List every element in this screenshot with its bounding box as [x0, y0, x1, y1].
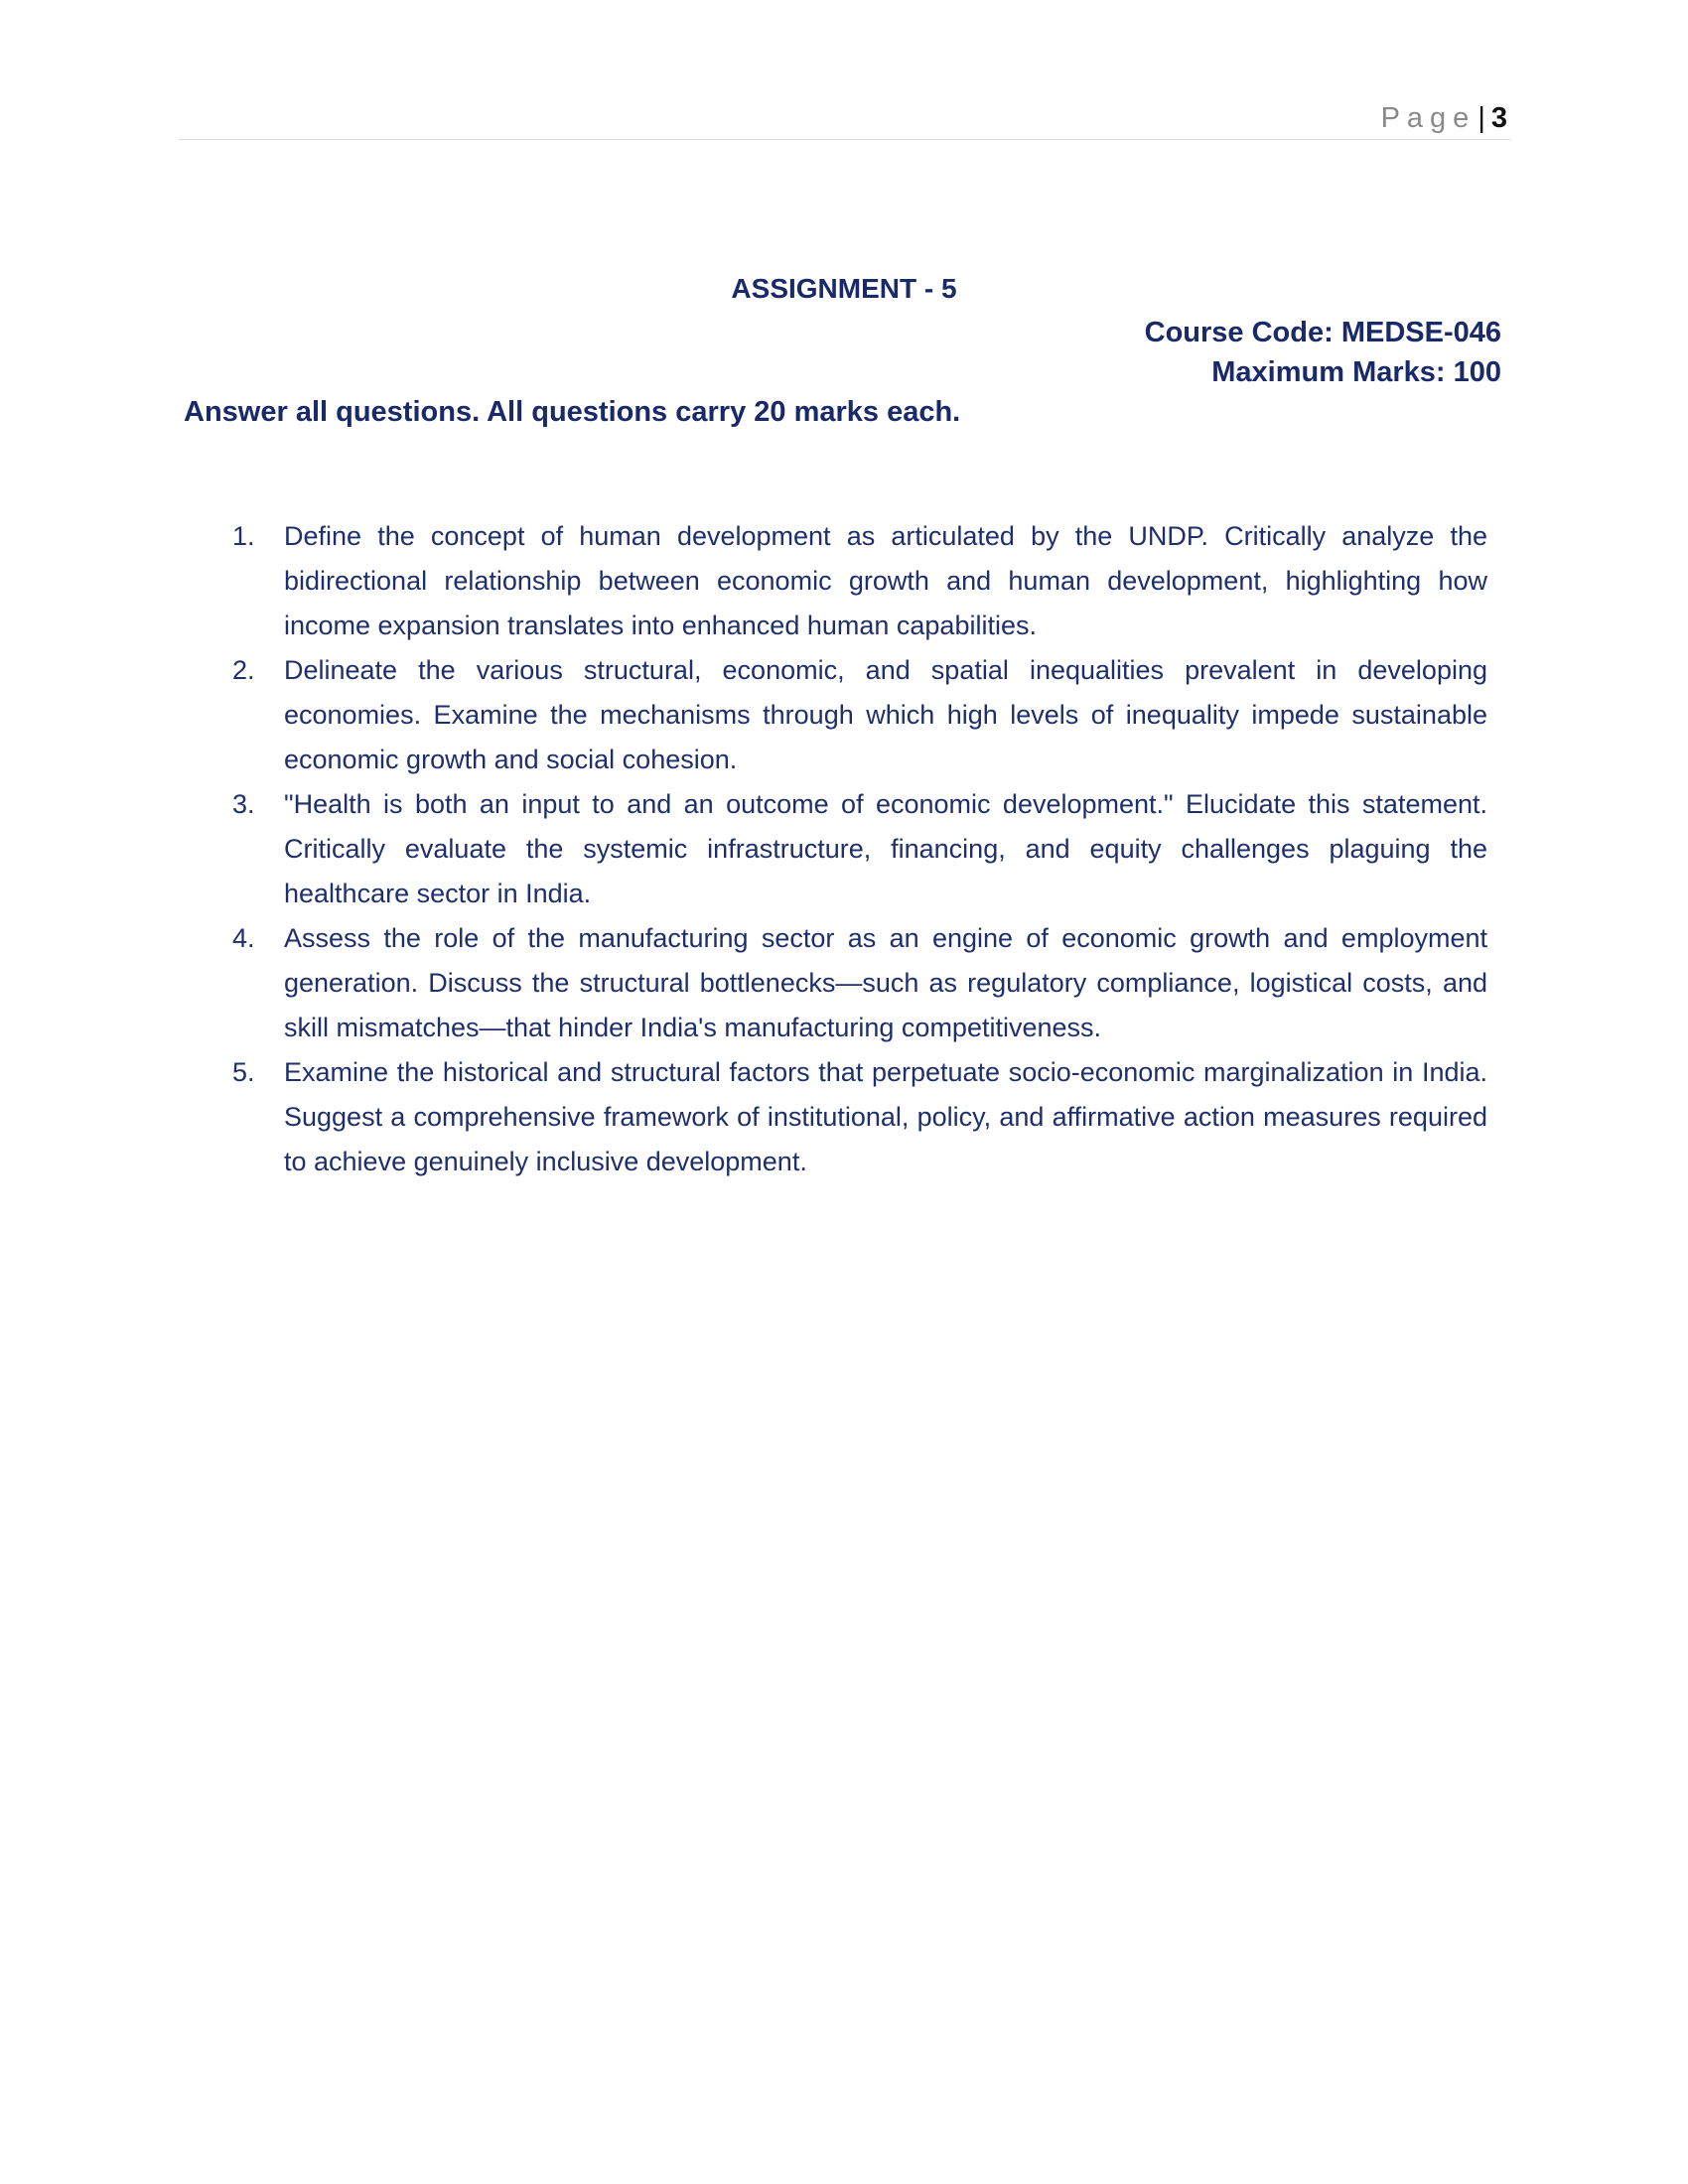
- question-text: Assess the role of the manufacturing sector as an engine of economic growth and employment generation. Discuss the structural bottlenecks—such as regulatory compliance, logistical costs, and skill mismatches—that hinder India's manufacturing competitiveness.: [284, 923, 1487, 1042]
- question-item: [228, 1050, 1487, 1184]
- question-number: 5.: [232, 1057, 255, 1087]
- question-item: [228, 782, 1487, 916]
- maximum-marks: Maximum Marks: 100: [1211, 356, 1501, 388]
- question-list: [228, 514, 1487, 1184]
- question-text: Delineate the various structural, economic, and spatial inequalities prevalent in developing economies. Examine the mechanisms through which high levels of inequality impede sustainable economic growth and social cohesion.: [284, 655, 1487, 774]
- page-number: [1381, 102, 1507, 134]
- page-label: Page: [1380, 102, 1477, 134]
- instructions: Answer all questions. All questions carry 20 marks each.: [184, 396, 961, 428]
- question-text: "Health is both an input to and an outcome of economic development." Elucidate this statement. Critically evaluate the systemic infrastructure, financing, and equity challenges plaguing the healthcare sector in India.: [284, 789, 1487, 908]
- question-number: 4.: [232, 923, 255, 953]
- question-item: [228, 916, 1487, 1050]
- question-item: [228, 514, 1487, 648]
- page-separator: |: [1477, 102, 1485, 134]
- question-number: 3.: [232, 789, 255, 819]
- page-number-value: 3: [1490, 102, 1507, 134]
- question-text: Define the concept of human development as articulated by the UNDP. Critically analyze the bidirectional relationship between economic growth and human development, highlighting how income expansion translates into enhanced human capabilities.: [284, 521, 1487, 640]
- page-header: [179, 94, 1511, 140]
- question-text: Examine the historical and structural factors that perpetuate socio-economic marginalization in India. Suggest a comprehensive framework of institutional, policy, and affirmative action measures required to achieve genuinely inclusive development.: [284, 1057, 1487, 1176]
- assignment-title: ASSIGNMENT - 5: [731, 273, 957, 304]
- course-code: Course Code: MEDSE-046: [1144, 317, 1501, 348]
- question-number: 2.: [232, 655, 255, 685]
- question-item: [228, 648, 1487, 782]
- question-number: 1.: [232, 521, 255, 551]
- course-meta: [1145, 313, 1501, 392]
